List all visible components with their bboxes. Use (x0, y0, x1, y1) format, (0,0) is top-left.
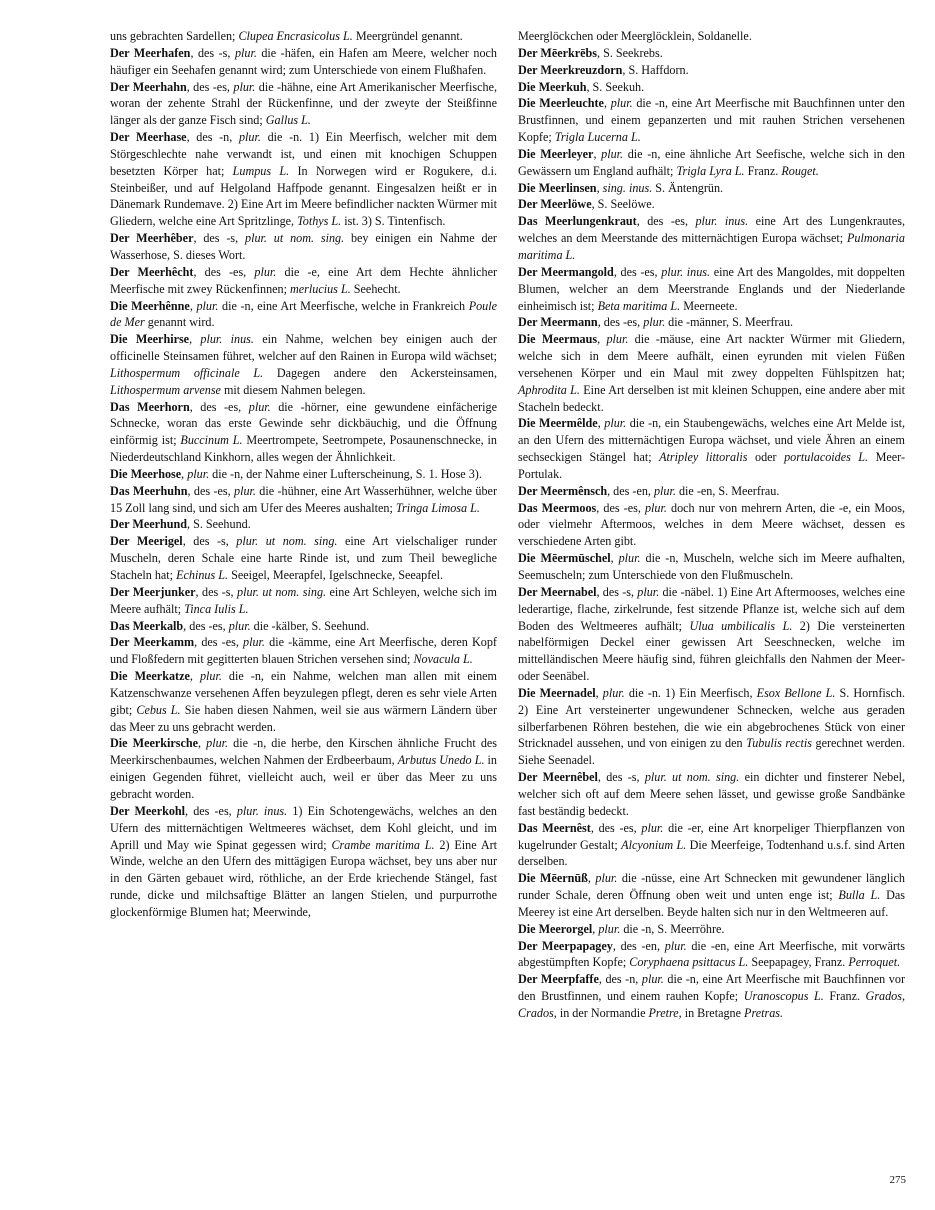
entry-headword: Der Meerkamm (110, 635, 195, 650)
entry-headword: Der Meerlöwe (518, 197, 592, 212)
entry-text: , (597, 332, 607, 347)
dictionary-entry (110, 803, 497, 921)
entry-text: die -n. 1) Ein Meerfisch, welcher mit dem Störgeschlechte nahe verwandt ist, und einen mit knochigen Schuppen besetzten Körper hat; (110, 130, 497, 178)
entry-text: , des -es, (193, 264, 255, 279)
entry-text: , des -s, (596, 584, 638, 599)
entry-text: die -n, ein Staubengewächs, welches eine Art Melde ist, an den Ufern des mitternächtigen Europa wächset, und viele Ähren an einem sechseckigen Stängel hat; (518, 416, 905, 465)
entry-text: die -n, eine Art Meerfische, welche in Frankreich (218, 298, 469, 313)
entry-headword: Der Meerhund (110, 517, 187, 532)
entry-italic-text: plur. ut nom. sing. (237, 584, 327, 599)
entry-text: Meertrompete, Seetrompete, Posaunenschnecke, in Niederdeutschland Kinkhorn, alles wegen der Ähnlichkeit. (110, 433, 497, 465)
entry-headword: Die Mēernūß (518, 871, 588, 886)
entry-italic-text: Poule de Mer (110, 298, 498, 330)
entry-italic-text: Rouget. (781, 163, 819, 178)
entry-text: S. Hornfisch. 2) Eine Art versteinerter ungewundener Schnecken, welche aus geraden silberfarbenen Röhren bestehen, die wie ein abgebrochenes Stück von einer Stricknadel aussehen, und von einigen zu den (518, 685, 905, 751)
entry-italic-text: plur. (238, 130, 261, 145)
entry-text: , (603, 96, 611, 111)
entry-italic-text: plur. (233, 79, 256, 94)
entry-headword: Der Meerhase (110, 130, 187, 145)
entry-text: Meerglöckchen oder Meerglöcklein, Soldanelle. (518, 29, 752, 43)
entry-text: eine Art des Lungenkrautes, welches an dem Meerstande des mitternächtigen Europa wächset; (518, 214, 905, 246)
entry-italic-text: plur. (248, 399, 271, 414)
dictionary-entry (110, 533, 497, 584)
entry-text: in der Normandie (556, 1005, 649, 1020)
entry-headword: Das Meermoos (518, 500, 597, 515)
dictionary-entry (518, 314, 905, 331)
dictionary-entry (518, 938, 905, 972)
entry-text: Seepapagey, Franz. (748, 955, 849, 970)
entry-italic-text: plur. (595, 871, 618, 886)
entry-text: 1) Ein Schotengewächs, welches an den Ufern des mitternächtigen Weltmeeres wächset, dem Kohl gleicht, und im Aprill und May wie Spinat gegessen wird; (110, 803, 497, 852)
entry-headword: Die Meerlinsen (518, 180, 597, 195)
entry-text: , (189, 298, 197, 313)
entry-headword: Der Meerpfaffe (518, 972, 599, 987)
dictionary-entry (110, 79, 497, 130)
entry-italic-text: plur. (601, 146, 624, 161)
entry-text: die -n, eine ähnliche Art Seefische, welche sich in den Gewässern um England aufhält; (518, 146, 905, 178)
entry-italic-text: plur. (637, 584, 660, 599)
entry-italic-text: plur. (243, 635, 265, 650)
dictionary-entry (518, 331, 905, 415)
entry-text: die -näbel. 1) Eine Art Aftermooses, welches eine lederartige, flache, zirkelrunde, fest sitzende Pflanze ist, welche sich auf dem Boden des Weltmeeres aufhält; (518, 584, 905, 633)
entry-text: die -n, ein Nahme, welchen man allen mit einem Katzenschwanze versehenen Affen beyzulegen pflegt, deren es sehr viele Arten gibt; (110, 669, 497, 717)
dictionary-entry (518, 79, 905, 96)
entry-italic-text: Gallus L. (265, 113, 311, 128)
entry-italic-text: Clupea Encrasicolus L. (238, 29, 353, 43)
entry-text: , (189, 669, 200, 684)
entry-text: mit diesem Nahmen belegen. (220, 382, 366, 397)
dictionary-entry (518, 921, 905, 938)
dictionary-entry (518, 146, 905, 180)
page-number: 275 (889, 1174, 906, 1186)
entry-italic-text: plur. (206, 736, 229, 751)
entry-headword: Der Meerhahn (110, 79, 187, 94)
entry-headword: Das Meerlungenkraut (518, 214, 637, 229)
entry-headword: Der Meerjunker (110, 584, 196, 599)
left-column (110, 28, 497, 921)
entry-headword: Die Meerleuchte (518, 96, 604, 111)
dictionary-entry (110, 264, 497, 298)
entry-headword: Der Meernêbel (518, 770, 598, 785)
entry-text: die -er, eine Art knorpeliger Thierpflanzen von kugelrunder Gestalt; (518, 820, 906, 852)
entry-text: , (593, 146, 602, 161)
entry-italic-text: Pretras. (744, 1005, 784, 1020)
entry-headword: Der Meermênsch (518, 483, 608, 498)
entry-text: gerechnet werden. Siehe Seenadel. (518, 736, 906, 768)
dictionary-entry (518, 870, 905, 921)
entry-italic-text: plur. (604, 416, 627, 431)
entry-headword: Die Meerorgel (518, 921, 593, 936)
entry-italic-text: Lithospermum arvense (110, 382, 221, 397)
entry-text: die -kälber, S. Seehund. (250, 618, 370, 633)
entry-italic-text: Tothys L. (297, 214, 342, 229)
entry-headword: Der Meernabel (518, 584, 597, 599)
dictionary-entry (110, 399, 497, 466)
dictionary-entry (110, 28, 497, 45)
entry-italic-text: Pretre, (648, 1005, 682, 1020)
entry-text: die -n. 1) Ein Meerfisch, (624, 685, 757, 700)
entry-text: Meer-Portulak. (518, 450, 906, 481)
entry-text: die -n, Muscheln, welche sich im Meere aufhalten, Seemuscheln; zum Unterschiede von den Flußmuscheln. (518, 551, 906, 582)
entry-headword: Die Meerhênne (110, 298, 190, 313)
entry-headword: Das Meerhorn (110, 399, 190, 414)
entry-text: uns gebrachten Sardellen; (110, 29, 239, 43)
entry-text: genannt wird. (144, 315, 215, 330)
entry-text: , des -es, (185, 803, 237, 818)
entry-italic-text: Bulla L. (838, 888, 881, 903)
entry-text: Seeigel, Meerapfel, Igelschnecke, Seeapfel. (228, 568, 444, 582)
entry-italic-text: plur. (606, 332, 629, 347)
entry-italic-text: Cebus L. (136, 702, 181, 717)
dictionary-entry (110, 298, 497, 332)
entry-text: , des -s, (597, 770, 645, 785)
dictionary-entry (110, 483, 497, 517)
entry-italic-text: Grados, Crados, (518, 989, 906, 1020)
entry-text: , S. Seehund. (187, 517, 251, 532)
entry-headword: Die Meerhirse (110, 332, 190, 347)
entry-italic-text: sing. inus. (602, 180, 653, 195)
dictionary-entry (518, 62, 905, 79)
entry-text: , S. Seekrebs. (597, 45, 663, 60)
entry-text: die -kämme, eine Art Meerfische, deren Kopf und Floßfedern mit gegitterten blauen Strichen versehen sind; (110, 635, 497, 667)
entry-headword: Die Meerleyer (518, 146, 594, 161)
right-column (518, 28, 905, 1022)
entry-text: die -en, eine Art Meerfische, mit vorwärts abgestümpften Kopfe; (518, 938, 905, 970)
entry-text: , des -n, (598, 972, 642, 987)
entry-headword: Die Meermaus (518, 332, 598, 347)
dictionary-entry (110, 584, 497, 618)
entry-italic-text: plur. ut nom. sing. (236, 534, 338, 549)
dictionary-entry (518, 264, 905, 315)
entry-text: ein Nahme, welchen bey einigen auch der officinelle Steinsamen führet, welcher auf den Rainen in Europa wild wächset; (110, 332, 497, 364)
entry-italic-text: Lumpus L. (232, 163, 290, 178)
dictionary-entry (518, 415, 905, 482)
entry-italic-text: Aphrodita L. (518, 382, 580, 397)
entry-italic-text: plur. (234, 45, 257, 60)
entry-text: in einigen Gegenden führet, vielleicht auch, weil er über das Meer zu uns gebracht worden. (110, 753, 497, 801)
entry-text: bey einigen ein Nahme der Wasserhose, S. dieses Wort. (110, 231, 497, 262)
entry-italic-text: Pulmonaria maritima L. (518, 231, 905, 262)
dictionary-entry (518, 213, 905, 264)
dictionary-entry (110, 618, 497, 635)
entry-headword: Die Meerkirsche (110, 736, 199, 751)
dictionary-entry (110, 466, 497, 483)
entry-headword: Das Meernêst (518, 820, 591, 835)
entry-text: Das Meerey ist eine Art derselben. Beyde halten sich nur in den Weltmeeren auf. (518, 888, 905, 919)
entry-italic-text: plur. (598, 921, 621, 936)
entry-italic-text: Uranoscopus L. (743, 989, 824, 1004)
entry-headword: Der Meerkohl (110, 803, 186, 818)
entry-italic-text: plur. inus. (661, 264, 711, 279)
dictionary-entry (110, 230, 497, 264)
dictionary-entry (518, 584, 905, 685)
entry-headword: Die Meernadel (518, 685, 596, 700)
entry-text: Franz. (823, 989, 866, 1004)
entry-text: 2) Eine Art Winde, welche an den Ufern des mittägigen Europa wächset, bey uns aber nur in den Gärten gebauet wird, röthliche, an der Erde kriechende Stängel, fast runde, dicke und milchsaftige Blätter an langen Stielen, und purpurrothe glockenförmige Blumen hat; Meerwinde, (110, 837, 498, 919)
entry-italic-text: plur. ut nom. sing. (644, 770, 740, 785)
entry-text: doch nur von mehrern Arten, die -e, ein Moos, oder vielmehr Aftermoos, welches in dem Meere wächset, dessen es verschiedene Arten gibt. (518, 500, 906, 549)
entry-headword: Das Meerkalb (110, 618, 184, 633)
entry-italic-text: plur. (610, 96, 633, 111)
entry-text: die -häfen, ein Hafen am Meere, welcher noch häufiger ein Seehafen genannt wird; zum Unterschiede von einem Flußhafen. (110, 45, 497, 77)
entry-text: die -n, eine Art Meerfische mit Bauchfinnen vor den Brustfinnen, und einem rauhen Kopfe; (518, 972, 905, 1004)
entry-italic-text: Atripley littoralis (659, 450, 748, 465)
entry-italic-text: Tringa Limosa L. (395, 500, 480, 515)
entry-italic-text: Novacula L. (413, 652, 473, 667)
entry-italic-text: Alcyonium L. (621, 837, 687, 852)
entry-text: , des -en, (612, 938, 665, 953)
entry-italic-text: plur. inus. (695, 214, 749, 229)
entry-italic-text: plur. (228, 618, 251, 633)
entry-headword: Das Meerhuhn (110, 483, 188, 498)
entry-headword: Die Meerkatze (110, 669, 190, 684)
entry-text: Sie haben diesen Nahmen, weil sie aus wärmern Ländern über das Meer zu uns gebracht werden. (110, 702, 497, 734)
entry-text: die -e, eine Art dem Hechte ähnlicher Meerfische mit zwey Rückenfinnen; (110, 264, 498, 296)
entry-text: , des -es, (613, 264, 662, 279)
dictionary-entry (518, 28, 905, 45)
entry-text: die -hähne, eine Art Amerikanischer Meerfische, woran der zehente Strahl der Rückenfinne, und der zweyte der Steißfinne länger als der ganze Fisch sind; (110, 79, 497, 128)
entry-headword: Der Meerigel (110, 534, 183, 549)
dictionary-entry (518, 685, 905, 769)
entry-italic-text: plur. (653, 483, 676, 498)
entry-text: , des -es, (186, 79, 234, 94)
dictionary-entry (518, 550, 905, 584)
entry-italic-text: merlucius L. (290, 281, 351, 296)
entry-text: , (181, 466, 188, 481)
entry-text: , S. Seelöwe. (591, 197, 655, 212)
entry-italic-text: Trigla Lucerna L. (554, 130, 641, 145)
dictionary-entry (110, 735, 497, 802)
entry-headword: Der Meerhêcht (110, 264, 194, 279)
entry-text: , des -n, (186, 130, 239, 145)
entry-text: Dagegen andere den Ackersteinsamen, (263, 365, 497, 380)
entry-italic-text: Esox Bellone L. (756, 685, 836, 700)
entry-italic-text: Arbutus Unedo L. (397, 753, 485, 768)
entry-italic-text: plur. (199, 669, 222, 684)
entry-text: Franz. (744, 163, 782, 178)
entry-italic-text: plur. (644, 500, 667, 515)
entry-text: Meergründel genannt. (352, 29, 463, 43)
dictionary-entry (518, 971, 905, 1022)
entry-italic-text: plur. inus. (200, 332, 254, 347)
dictionary-entry (518, 180, 905, 197)
entry-text: , S. Seekuh. (586, 79, 645, 94)
entry-text: , des -s, (190, 45, 235, 60)
entry-headword: Der Meerkreuzdorn (518, 62, 623, 77)
entry-text: ist. 3) S. Tintenfisch. (341, 214, 446, 229)
entry-italic-text: Tinca Iulis L. (184, 601, 249, 616)
entry-italic-text: Lithospermum officinale L. (110, 365, 264, 380)
entry-italic-text: plur. (254, 264, 277, 279)
entry-text: , (198, 736, 207, 751)
entry-text: Meerneete. (680, 298, 738, 313)
entry-headword: Die Meerhose (110, 466, 182, 481)
entry-text: eine Art des Mangoldes, mit doppelten Blumen, welcher an dem Meerstrande Englands und der Niederlande einheimisch ist; (518, 264, 905, 313)
entry-headword: Der Meermann (518, 315, 598, 330)
entry-text: In Norwegen wird er Rogukere, d.i. Steinbeißer, und auf Helgoland Haffpode genannt. Eingesalzen heißt er in Dänemark Rundemave. 2) Eine Art im Meere befindlicher nackten Würmer mit Gliedern, welche eine Art Spritzlinge, (110, 163, 497, 229)
entry-text: Eine Art derselben ist mit kleinen Schuppen, eine andere aber mit Stacheln bedeckt. (518, 382, 905, 414)
entry-text: die -mäuse, eine Art nackter Würmer mit Gliedern, welche sich in dem Meere aufhält, einen eyrunden mit vielen Füßen versehenen Körper und ein Maul mit zwey doppelten Fühlspitzen hat; (518, 332, 905, 380)
entry-text: , des -s, (182, 534, 237, 549)
entry-text: , des -es, (183, 618, 229, 633)
entry-text: Die Meerfeige, Todtenhand u.s.f. sind Arten derselben. (518, 837, 905, 869)
dictionary-entry (110, 45, 497, 79)
dictionary-entry (110, 634, 497, 668)
dictionary-entry (110, 668, 497, 735)
entry-italic-text: Buccinum L. (180, 433, 243, 448)
dictionary-entry (110, 331, 497, 398)
entry-italic-text: plur. ut nom. sing. (245, 231, 345, 246)
entry-headword: Der Meerhafen (110, 45, 191, 60)
entry-text: , des -es, (597, 315, 644, 330)
entry-text: , des -en, (607, 483, 654, 498)
entry-text: , des -es, (187, 483, 234, 498)
entry-italic-text: plur. (664, 938, 687, 953)
entry-text: in Bretagne (681, 1005, 745, 1020)
entry-text: , (597, 416, 605, 431)
entry-text: die -n, eine Art Meerfische mit Bauchfinnen unter den Brustfinnen, und einem gepanzerten und mit rauhen Strichen versehenen Kopfe; (518, 96, 905, 145)
entry-text: eine Art vielschaliger runder Muscheln, deren Schale eine harte Rinde ist, und zum Theil bewegliche Stacheln hat; (110, 534, 497, 582)
entry-text: , (592, 921, 599, 936)
entry-headword: Der Meerpapagey (518, 938, 613, 953)
entry-text: die -n, die herbe, den Kirschen ähnliche Frucht des Meerkirschenbaumes, welchen Nahmen der Erdbeerbaum, (110, 736, 497, 768)
entry-italic-text: plur. (643, 315, 666, 330)
dictionary-entry (518, 500, 905, 551)
entry-text: oder (747, 450, 785, 465)
entry-text: , des -es, (590, 820, 642, 835)
entry-italic-text: portulacoides L. (784, 450, 869, 465)
entry-headword: Die Mēermūschel (518, 551, 611, 566)
entry-text: , S. Haffdorn. (622, 62, 689, 77)
entry-text: , des -es, (194, 635, 244, 650)
entry-italic-text: Trigla Lyra L. (676, 163, 745, 178)
entry-italic-text: Echinus L. (176, 568, 229, 582)
entry-text: die -en, S. Meerfrau. (675, 483, 780, 498)
entry-text: Seehecht. (350, 281, 401, 296)
entry-text: ein dichter und finsterer Nebel, welcher sich oft auf dem Meere sehen lässet, und gewisse große Sandbänke fast beständig bedeckt. (518, 770, 905, 818)
entry-text: die -nüsse, eine Art Schnecken mit gewundener länglich runder Schale, deren Öffnung oben weit und unten enge ist; (518, 871, 905, 903)
dictionary-entry (518, 95, 905, 146)
entry-headword: Der Meermangold (518, 264, 614, 279)
dictionary-entry (110, 516, 497, 533)
entry-italic-text: Perroquet. (848, 955, 901, 970)
entry-headword: Der Mēerkrēbs (518, 45, 597, 60)
entry-text: , (595, 685, 603, 700)
entry-text: die -n, der Nahme einer Lufterscheinung, S. 1. Hose 3). (209, 466, 482, 481)
entry-italic-text: plur. (234, 483, 256, 498)
entry-text: eine Art Schleyen, welche sich im Meere aufhält; (110, 584, 497, 616)
entry-text: , des -es, (189, 399, 249, 414)
dictionary-entry (518, 483, 905, 500)
entry-text: die -hörner, eine gewundene einfächerige Schnecke, woran das erste Gewinde sehr dickbäuchig, und die Öffnung einförmig ist; (110, 399, 498, 448)
entry-text: die -n, S. Meerröhre. (620, 921, 725, 936)
entry-italic-text: Coryphaena psittacus L. (629, 955, 749, 970)
entry-italic-text: Ulua umbilicalis L. (689, 618, 793, 633)
entry-italic-text: plur. (187, 466, 210, 481)
entry-headword: Der Meerhêber (110, 231, 194, 246)
entry-text: , (587, 871, 596, 886)
entry-italic-text: plur. (641, 972, 664, 987)
entry-italic-text: plur. (196, 298, 219, 313)
entry-text: , des -s, (195, 584, 237, 599)
entry-text: S. Äntengrün. (652, 180, 724, 195)
entry-italic-text: plur. (602, 685, 625, 700)
entry-italic-text: plur. inus. (236, 803, 288, 818)
entry-text: , des -es, (596, 500, 645, 515)
dictionary-entry (518, 45, 905, 62)
entry-text: , des -s, (193, 231, 246, 246)
entry-italic-text: plur. (618, 551, 641, 566)
entry-text: , (189, 332, 201, 347)
entry-italic-text: Crambe maritima L. (331, 837, 435, 852)
entry-text: 2) Die versteinerten nabelförmigen Deckel einer gewissen Art Seeschnecken, welche im mittelländischen Meere häufig sind, führen gleichfalls den Nahmen der Meer- oder Seenäbel. (518, 618, 905, 684)
entry-italic-text: Tubulis rectis (746, 736, 812, 751)
entry-text: , des -es, (636, 214, 696, 229)
entry-headword: Die Meermêlde (518, 416, 598, 431)
entry-italic-text: Beta maritima L. (597, 298, 681, 313)
dictionary-entry (518, 196, 905, 213)
dictionary-entry (518, 820, 905, 871)
entry-text: , (596, 180, 603, 195)
entry-italic-text: plur. (641, 820, 664, 835)
dictionary-entry (110, 129, 497, 230)
entry-text: die -männer, S. Meerfrau. (665, 315, 794, 330)
entry-text: , (610, 551, 619, 566)
entry-text: die -hühner, eine Art Wasserhühner, welche über 15 Zoll lang sind, und sich am Ufer des Meeres aushalten; (110, 483, 497, 515)
entry-headword: Die Meerkuh (518, 79, 587, 94)
dictionary-entry (518, 769, 905, 820)
